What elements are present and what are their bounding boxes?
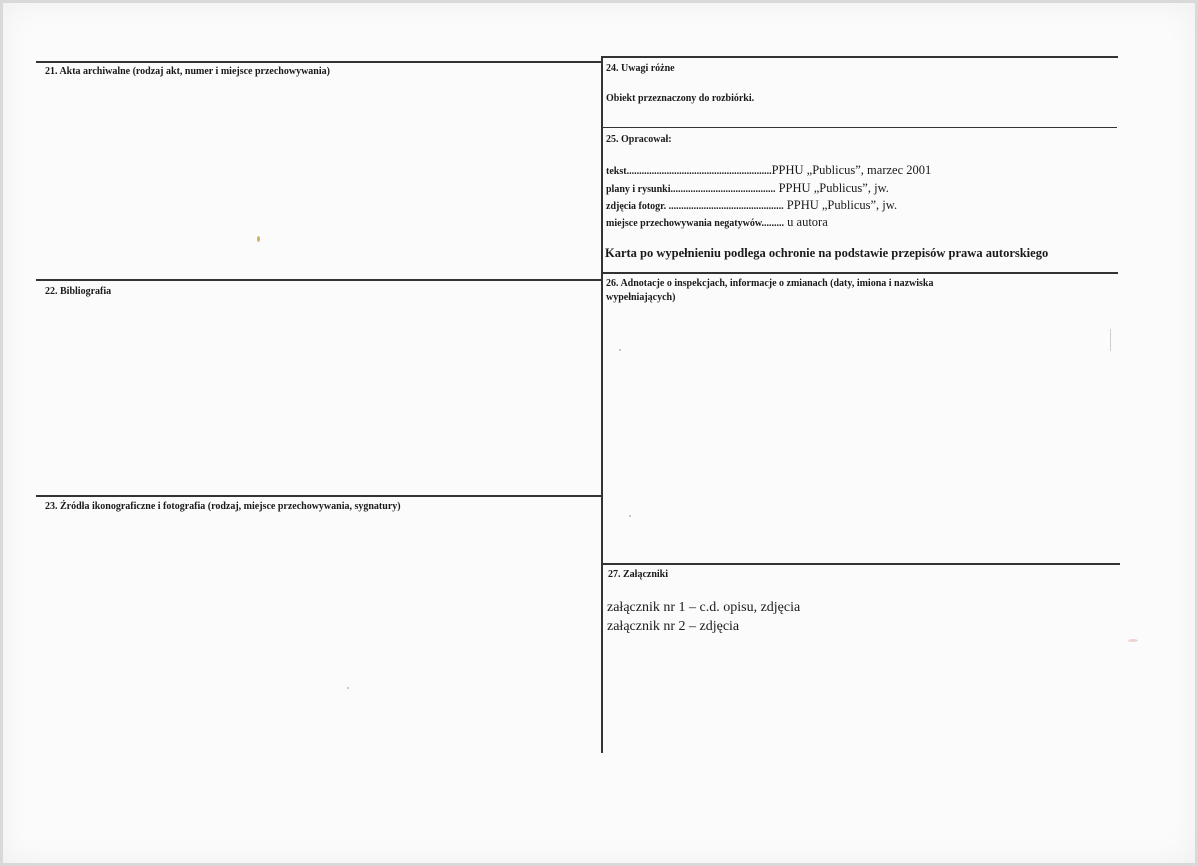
paper-speck	[257, 236, 260, 242]
center-divider	[601, 56, 603, 753]
rule-24-25	[602, 127, 1117, 128]
author-row-label: tekst	[606, 166, 627, 177]
paper-speck	[347, 687, 349, 689]
section-27-title: 27. Załączniki	[608, 569, 669, 580]
section-25-title: 25. Opracował:	[606, 134, 672, 145]
section-24-title: 24. Uwagi różne	[606, 63, 675, 74]
author-row-value: PPHU „Publicus”, jw.	[783, 198, 898, 212]
paper-speck	[1128, 639, 1138, 642]
section-22-title: 22. Bibliografia	[45, 286, 112, 297]
top-rule-left	[36, 61, 602, 63]
section-21-title: 21. Akta archiwalne (rodzaj akt, numer i miejsce przechowywania)	[45, 66, 330, 77]
paper-speck	[629, 515, 631, 517]
dot-leader: ..............................................	[668, 201, 784, 212]
dot-leader: .........	[761, 218, 785, 229]
author-row-value: u autora	[784, 215, 828, 229]
top-rule-right	[602, 56, 1118, 58]
dot-leader: ..........................................	[670, 184, 776, 195]
dot-leader: ..........................................................	[626, 166, 772, 177]
rule-left-22-23	[36, 495, 602, 497]
rule-right-25-26	[602, 272, 1118, 274]
paper-speck	[619, 349, 621, 351]
paper-speck	[1110, 329, 1111, 351]
copyright-notice: Karta po wypełnieniu podlega ochronie na podstawie przepisów prawa autorskiego	[605, 246, 1049, 260]
author-row-photos	[606, 196, 897, 214]
rule-left-21-22	[36, 279, 602, 281]
author-row-label: plany i rysunki	[606, 184, 671, 195]
attachment-item: załącznik nr 2 – zdjęcia	[607, 619, 740, 634]
author-row-value: PPHU „Publicus”, jw.	[775, 181, 889, 195]
section-23-title: 23. Źródła ikonograficzne i fotografia (rodzaj, miejsce przechowywania, sygnatury)	[45, 501, 401, 512]
section-26-title-line2: wypełniających)	[606, 292, 676, 303]
rule-right-26-27	[602, 563, 1120, 565]
section-24-note: Obiekt przeznaczony do rozbiórki.	[606, 93, 755, 104]
author-row-negatives	[606, 213, 828, 231]
record-card	[3, 3, 1195, 863]
author-row-value: PPHU „Publicus”, marzec 2001	[771, 163, 932, 177]
author-row-label: zdjęcia fotogr.	[606, 201, 669, 212]
author-row-label: miejsce przechowywania negatywów	[606, 218, 762, 229]
author-row-text	[606, 161, 931, 179]
section-26-title-line1: 26. Adnotacje o inspekcjach, informacje o zmianach (daty, imiona i nazwiska	[606, 278, 934, 289]
author-row-plans	[606, 179, 889, 197]
attachment-item: załącznik nr 1 – c.d. opisu, zdjęcia	[607, 600, 801, 615]
